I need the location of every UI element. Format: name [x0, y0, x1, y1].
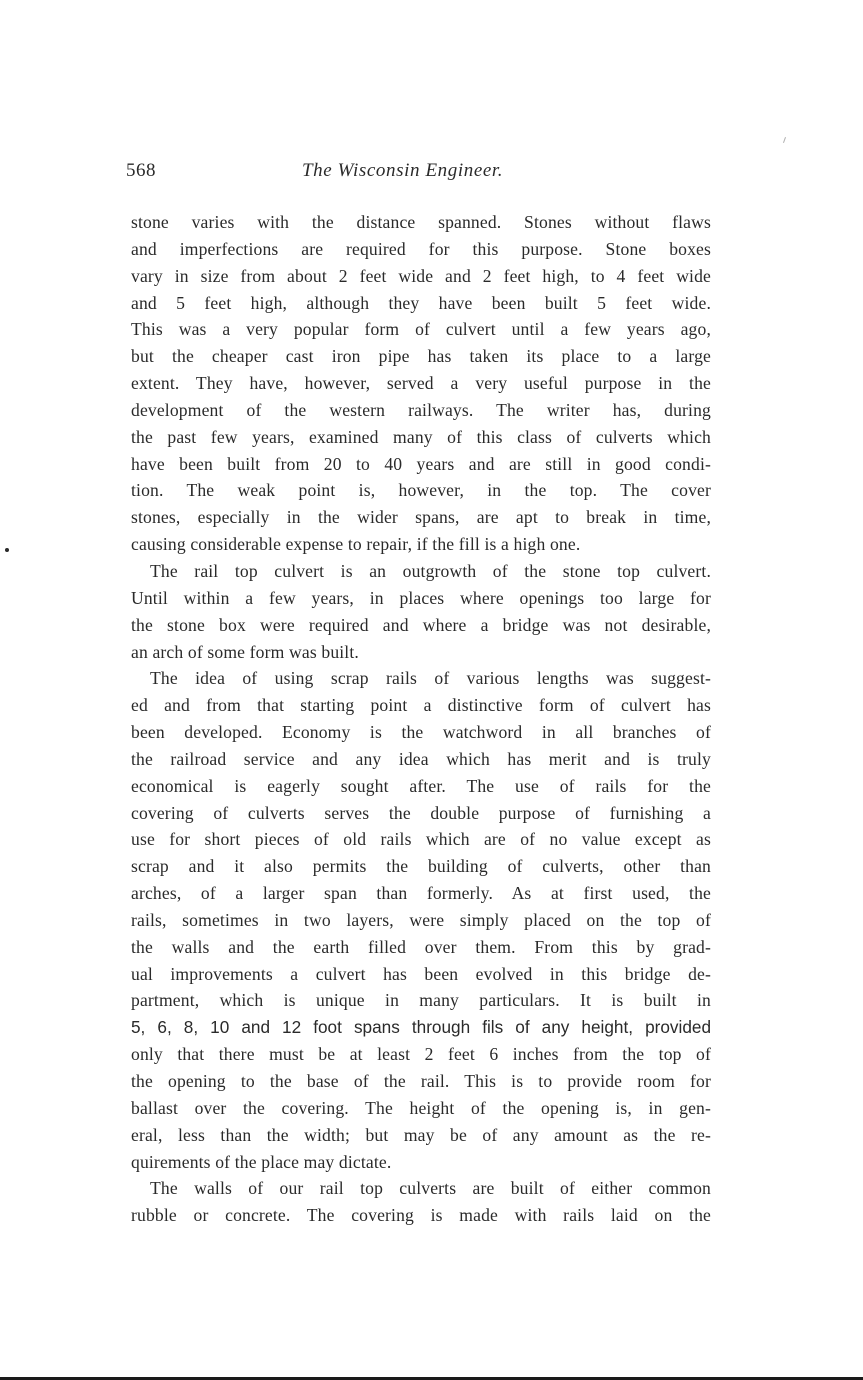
text-line: rails, sometimes in two layers, were simply placed on the top of: [131, 909, 711, 930]
running-head: The Wisconsin Engineer.: [302, 160, 504, 181]
text-line: The rail top culvert is an outgrowth of the stone top culvert.: [150, 560, 711, 581]
text-line: rubble or concrete. The covering is made with rails laid on the: [131, 1205, 711, 1226]
text-line: ballast over the covering. The height of the opening is, in gen-: [131, 1097, 711, 1118]
text-line: partment, which is unique in many particulars. It is built in: [131, 990, 711, 1011]
text-line: stone varies with the distance spanned. Stones without flaws: [131, 212, 711, 232]
text-line: and imperfections are required for this purpose. Stone boxes: [131, 238, 711, 259]
text-line: the railroad service and any idea which has merit and is truly: [131, 748, 711, 769]
text-line: 5, 6, 8, 10 and 12 foot spans through fils of any height, provided: [131, 1017, 711, 1038]
text-line: use for short pieces of old rails which are of no value except as: [131, 829, 711, 850]
text-line: covering of culverts serves the double purpose of furnishing a: [131, 802, 711, 823]
text-line: have been built from 20 to 40 years and are still in good condi-: [131, 453, 711, 474]
text-line: causing considerable expense to repair, if the fill is a high one.: [131, 534, 581, 555]
text-line: only that there must be at least 2 feet 6 inches from the top of: [131, 1044, 711, 1065]
text-line: but the cheaper cast iron pipe has taken its place to a large: [131, 346, 711, 367]
body-text: [131, 209, 711, 1229]
text-line: and 5 feet high, although they have been built 5 feet wide.: [131, 292, 711, 313]
text-line: arches, of a larger span than formerly. As at first used, the: [131, 883, 711, 904]
text-line: quirements of the place may dictate.: [131, 1151, 392, 1172]
text-line: tion. The weak point is, however, in the top. The cover: [131, 480, 711, 501]
text-line: eral, less than the width; but may be of any amount as the re-: [131, 1124, 711, 1145]
page-number: 568: [126, 160, 156, 181]
margin-mark: [783, 137, 786, 143]
text-line: scrap and it also permits the building of culverts, other than: [131, 856, 711, 877]
text-line: Until within a few years, in places where openings too large for: [131, 587, 711, 608]
text-line: extent. They have, however, served a very useful purpose in the: [131, 373, 711, 394]
text-line: the walls and the earth filled over them. From this by grad-: [131, 936, 711, 957]
text-line: This was a very popular form of culvert until a few years ago,: [131, 319, 711, 340]
text-line: been developed. Economy is the watchword in all branches of: [131, 722, 711, 743]
text-line: development of the western railways. The writer has, during: [131, 399, 711, 420]
text-line: stones, especially in the wider spans, are apt to break in time,: [131, 507, 711, 528]
text-line: the opening to the base of the rail. This is to provide room for: [131, 1071, 711, 1091]
text-line: an arch of some form was built.: [131, 641, 359, 662]
text-line: the past few years, examined many of this class of culverts which: [131, 426, 711, 447]
text-line: ed and from that starting point a distinctive form of culvert has: [131, 695, 711, 716]
text-line: ual improvements a culvert has been evolved in this bridge de-: [131, 963, 711, 984]
text-line: vary in size from about 2 feet wide and 2 feet high, to 4 feet wide: [131, 265, 711, 286]
page-header: [126, 160, 716, 190]
text-line: economical is eagerly sought after. The use of rails for the: [131, 775, 711, 796]
text-line: the stone box were required and where a bridge was not desirable,: [131, 614, 711, 635]
text-line: The walls of our rail top culverts are built of either common: [150, 1178, 711, 1199]
text-line: The idea of using scrap rails of various lengths was suggest-: [150, 668, 711, 689]
margin-speck: [5, 548, 9, 552]
